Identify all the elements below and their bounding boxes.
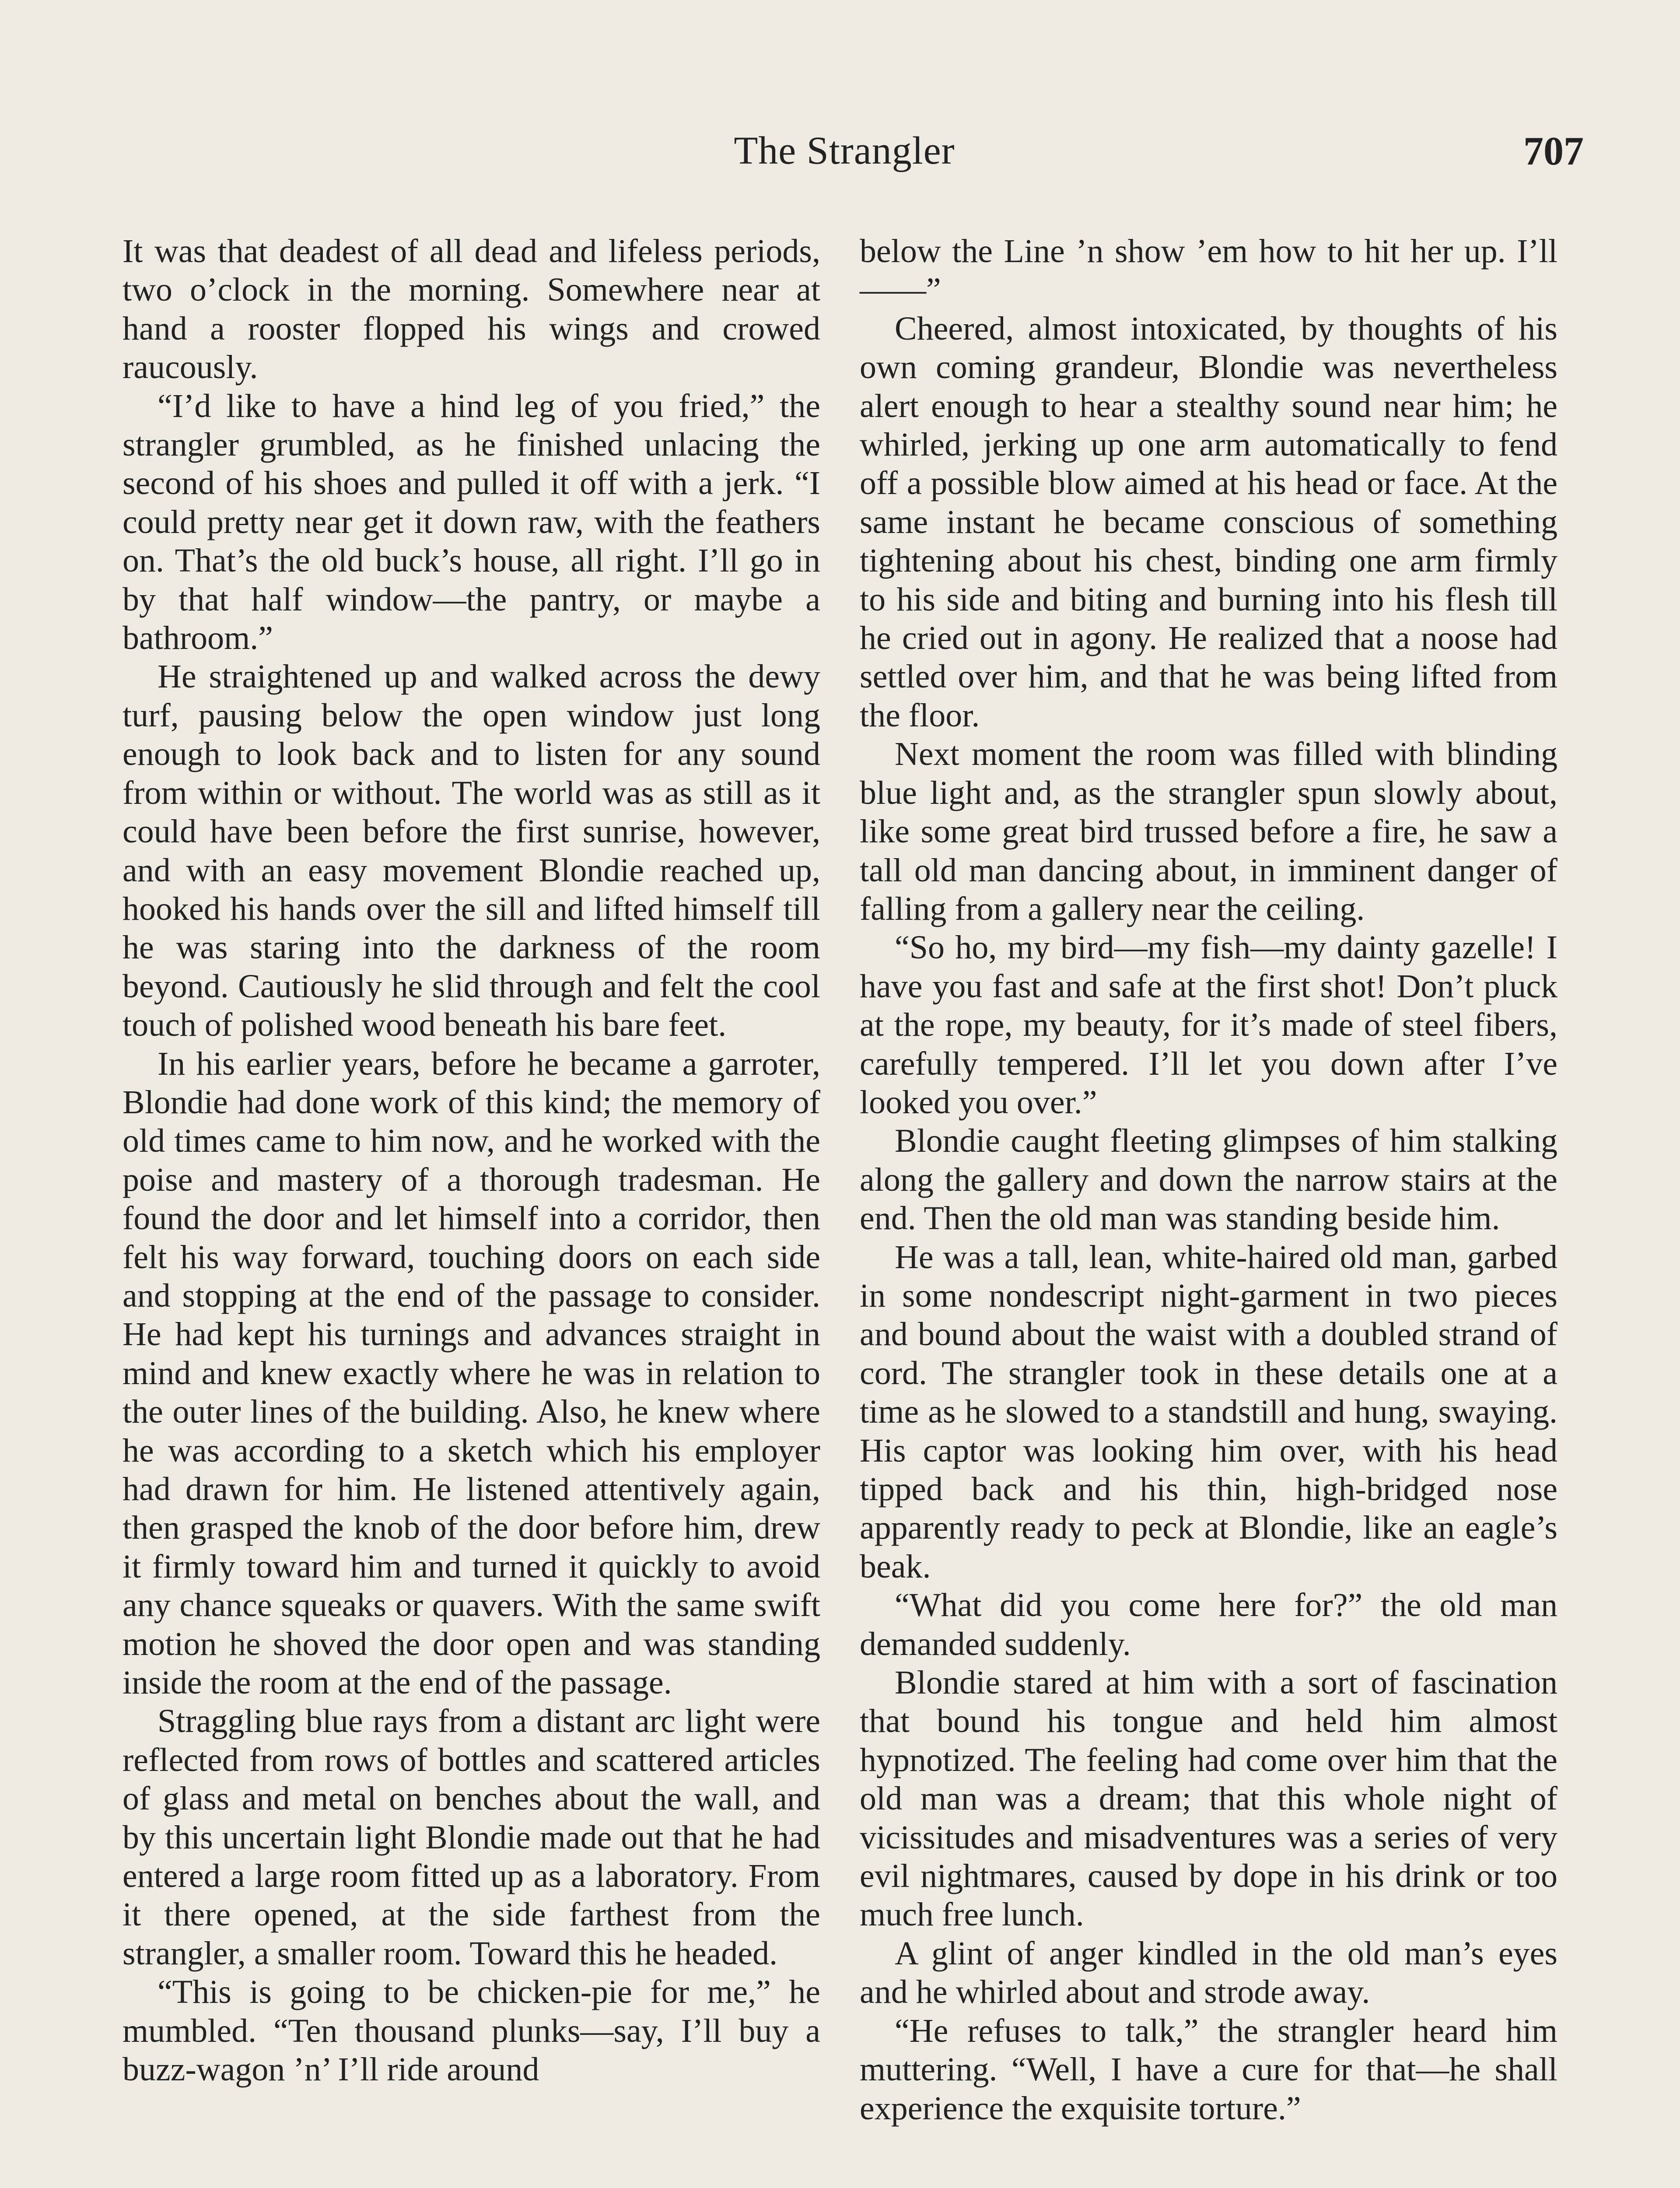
paragraph: “I’d like to have a hind leg of you fried,” the strangler grumbled, as he finished unlacing the second of his shoes and pulled it off with a jerk. “I could pretty near get it down raw, with the feathers on. That’s the old buck’s house, all right. I’ll go in by that half window—the pantry, or maybe a bathroom.” (122, 387, 820, 657)
paragraph: “So ho, my bird—my fish—my dainty gazelle! I have you fast and safe at the first shot! Don’t pluck at the rope, my beauty, for it’s made of steel fibers, carefully tempered. I’ll let you down after I’ve looked you over.” (860, 929, 1558, 1121)
paragraph: Cheered, almost intoxicated, by thoughts of his own coming grandeur, Blondie was nevertheless alert enough to hear a stealthy sound near him; he whirled, jerking up one arm automatically to fend off a possible blow aimed at his head or face. At the same instant he became conscious of something tightening about his chest, binding one arm firmly to his side and biting and burning into his flesh till he cried out in agony. He realized that a noose had settled over him, and that he was being lifted from the floor. (860, 310, 1558, 734)
paragraph: A glint of anger kindled in the old man’s eyes and he whirled about and strode away. (860, 1935, 1558, 2011)
paragraph: Straggling blue rays from a distant arc light were reflected from rows of bottles and scattered articles of glass and metal on benches about the wall, and by this uncertain light Blondie made out that he had entered a large room fitted up as a laboratory. From it there opened, at the side farthest from the strangler, a smaller room. Toward this he headed. (122, 1703, 820, 1972)
paragraph: Blondie caught fleeting glimpses of him stalking along the gallery and down the narrow stairs at the end. Then the old man was standing beside him. (860, 1122, 1558, 1237)
right-column (860, 232, 1558, 2128)
left-column (122, 232, 820, 2089)
paragraph: “This is going to be chicken-pie for me,” he mumbled. “Ten thousand plunks—say, I’ll buy a buzz-wagon ’n’ I’ll ride around (122, 1974, 820, 2088)
running-title: The Strangler (734, 129, 955, 172)
paragraph: He straightened up and walked across the dewy turf, pausing below the open window just long enough to look back and to listen for any sound from within or without. The world was as still as it could have been before the first sunrise, however, and with an easy movement Blondie reached up, hooked his hands over the sill and lifted himself till he was staring into the darkness of the room beyond. Cautiously he slid through and felt the cool touch of polished wood beneath his bare feet. (122, 658, 820, 1044)
paragraph: Blondie stared at him with a sort of fascination that bound his tongue and held him almost hypnotized. The feeling had come over him that the old man was a dream; that this whole night of vicissitudes and misadventures was a series of very evil nightmares, caused by dope in his drink or too much free lunch. (860, 1664, 1558, 1933)
paragraph: below the Line ’n show ’em how to hit her up. I’ll——” (860, 233, 1558, 309)
paragraph: It was that deadest of all dead and lifeless periods, two o’clock in the morning. Somewhere near at hand a rooster flopped his wings and crowed raucously. (122, 233, 820, 386)
page-number: 707 (1523, 129, 1584, 173)
paragraph: “What did you come here for?” the old man demanded suddenly. (860, 1587, 1558, 1662)
paragraph: “He refuses to talk,” the strangler heard him muttering. “Well, I have a cure for that—he shall experience the exquisite torture.” (860, 2012, 1558, 2127)
paragraph: Next moment the room was filled with blinding blue light and, as the strangler spun slowly about, like some great bird trussed before a fire, he saw a tall old man dancing about, in imminent danger of falling from a gallery near the ceiling. (860, 736, 1558, 927)
paragraph: He was a tall, lean, white-haired old man, garbed in some nondescript night-garment in two pieces and bound about the waist with a doubled strand of cord. The strangler took in these details one at a time as he slowed to a standstill and hung, swaying. His captor was looking him over, with his head tipped back and his thin, high-bridged nose apparently ready to peck at Blondie, like an eagle’s beak. (860, 1238, 1558, 1585)
paragraph: In his earlier years, before he became a garroter, Blondie had done work of this kind; the memory of old times came to him now, and he worked with the poise and mastery of a thorough tradesman. He found the door and let himself into a corridor, then felt his way forward, touching doors on each side and stopping at the end of the passage to consider. He had kept his turnings and advances straight in mind and knew exactly where he was in relation to the outer lines of the building. Also, he knew where he was according to a sketch which his employer had drawn for him. He listened attentively again, then grasped the knob of the door before him, drew it firmly toward him and turned it quickly to avoid any chance squeaks or quavers. With the same swift motion he shoved the door open and was standing inside the room at the end of the passage. (122, 1045, 820, 1701)
